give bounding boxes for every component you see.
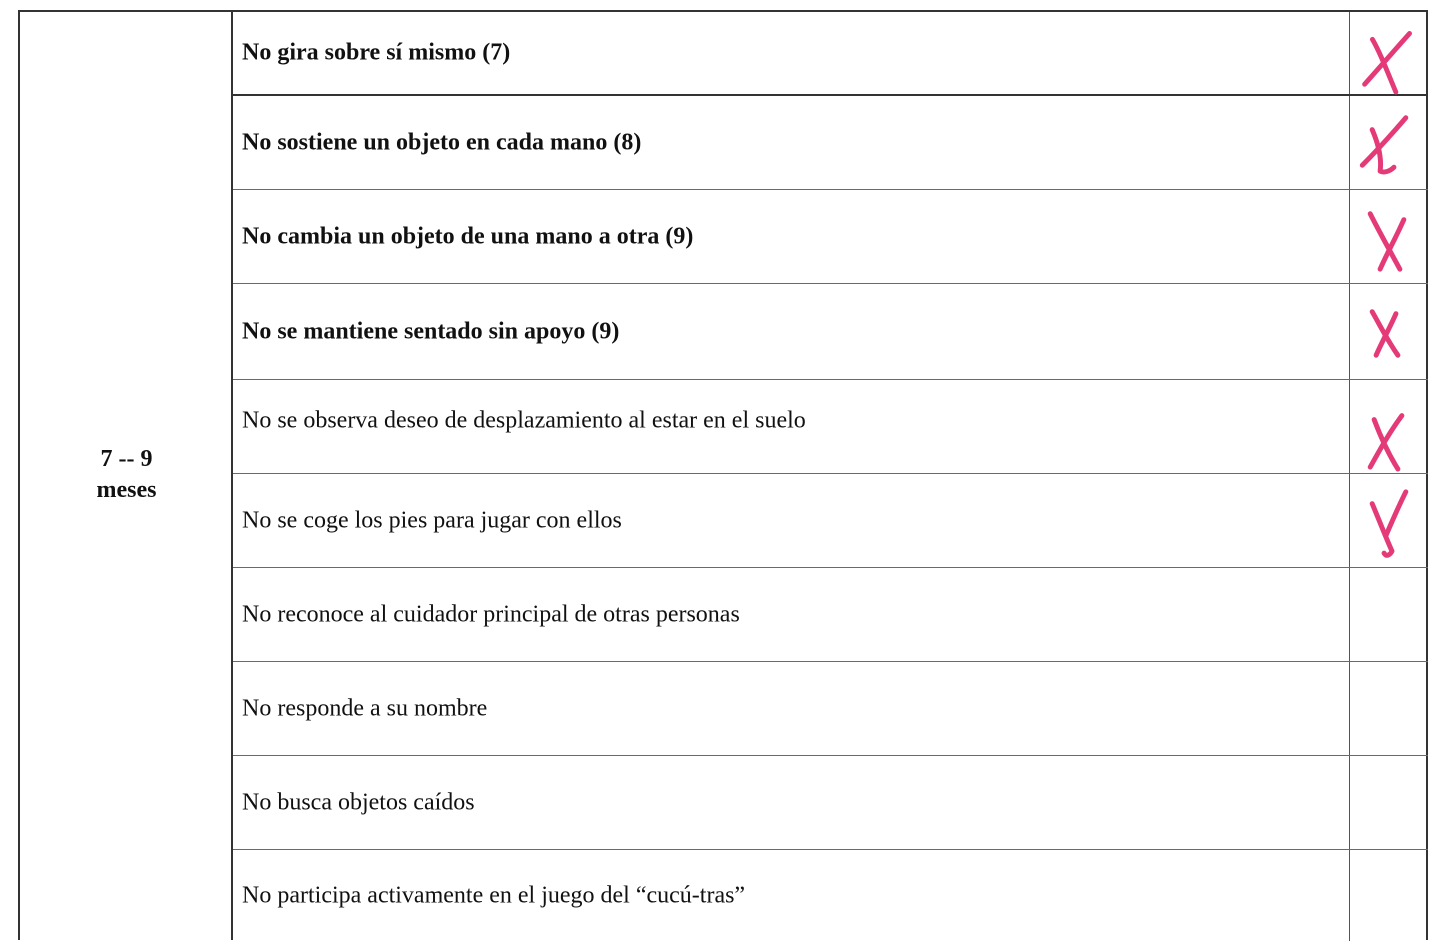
mark-cell[interactable] (1349, 474, 1428, 567)
handwritten-x-mark (1350, 284, 1429, 379)
checklist-rows (233, 12, 1428, 941)
table-row (233, 190, 1428, 284)
table-row (233, 96, 1428, 190)
age-range-text: 7 -- 9 (100, 446, 153, 472)
table-row (233, 850, 1428, 941)
item-text: No se coge los pies para jugar con ellos (242, 507, 622, 533)
item-text: No se observa deseo de desplazamiento al estar en el suelo (242, 407, 806, 434)
handwritten-x-mark (1350, 12, 1429, 94)
item-text: No busca objetos caídos (242, 789, 475, 815)
item-text: No responde a su nombre (242, 695, 488, 721)
item-text: No se mantiene sentado sin apoyo (9) (242, 318, 620, 344)
item-text: No gira sobre sí mismo (7) (242, 39, 511, 66)
handwritten-x-mark (1350, 190, 1429, 283)
table-row (233, 568, 1428, 662)
mark-cell[interactable] (1349, 568, 1428, 661)
table-row (233, 474, 1428, 568)
age-unit-text: meses (96, 477, 157, 503)
item-text: No participa activamente en el juego del “cucú-tras” (242, 882, 746, 908)
mark-cell[interactable] (1349, 284, 1428, 379)
table-row (233, 662, 1428, 756)
mark-cell[interactable] (1349, 12, 1428, 94)
table-row (233, 12, 1428, 96)
mark-cell[interactable] (1349, 96, 1428, 189)
item-text: No sostiene un objeto en cada mano (8) (242, 129, 642, 155)
mark-cell[interactable] (1349, 380, 1428, 473)
age-group-label (20, 444, 233, 506)
age-group-cell (20, 12, 233, 940)
handwritten-x-mark (1350, 474, 1429, 567)
mark-cell[interactable] (1349, 190, 1428, 283)
table-row (233, 284, 1428, 380)
item-text: No cambia un objeto de una mano a otra (9) (242, 223, 694, 249)
mark-cell[interactable] (1349, 756, 1428, 849)
table-row (233, 380, 1428, 474)
handwritten-x-mark (1350, 380, 1429, 473)
handwritten-x-mark (1350, 96, 1429, 189)
item-text: No reconoce al cuidador principal de otras personas (242, 601, 740, 627)
table-row (233, 756, 1428, 850)
mark-cell[interactable] (1349, 850, 1428, 941)
checklist-table (18, 10, 1428, 940)
mark-cell[interactable] (1349, 662, 1428, 755)
